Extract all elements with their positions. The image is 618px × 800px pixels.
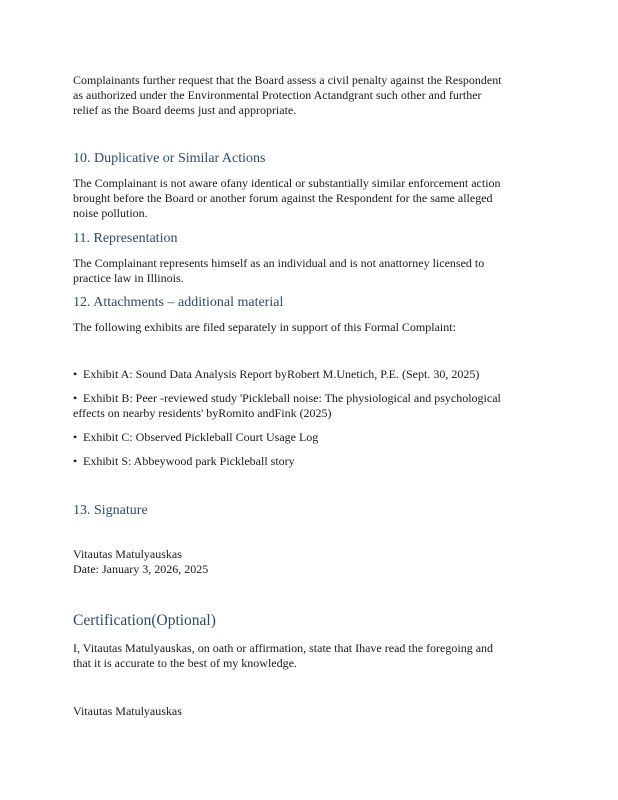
- penalty-line-3: relief as the Board deems just and appropriate.: [73, 103, 297, 117]
- section-10-line-1: The Complainant is not aware ofany identical or substantially similar enforcement action: [73, 176, 501, 190]
- exhibit-item: [73, 454, 543, 469]
- section-10-paragraph: [73, 176, 543, 221]
- exhibit-s-text: Exhibit S: Abbeywood park Pickleball story: [83, 454, 295, 468]
- bullet-icon: •: [73, 430, 78, 444]
- exhibit-b-text-line-2: effects on nearby residents' byRomito andFink (2025): [73, 406, 332, 420]
- bullet-icon: •: [73, 367, 78, 381]
- signature-block: [73, 547, 543, 577]
- section-13-heading: 13. Signature: [73, 503, 148, 518]
- signature-name: Vitautas Matulyauskas: [73, 547, 182, 561]
- penalty-paragraph: [73, 73, 543, 118]
- section-11-heading: 11. Representation: [73, 231, 178, 246]
- certification-paragraph: [73, 641, 543, 671]
- section-11-paragraph: [73, 256, 543, 286]
- certification-line-1: I, Vitautas Matulyauskas, on oath or affirmation, state that Ihave read the foregoing and: [73, 641, 494, 655]
- section-12-intro: The following exhibits are filed separately in support of this Formal Complaint:: [73, 320, 456, 334]
- certification-heading: Certification(Optional): [73, 612, 216, 629]
- penalty-line-1: Complainants further request that the Board assess a civil penalty against the Respondent: [73, 73, 502, 87]
- bullet-icon: •: [73, 391, 78, 405]
- exhibit-item: [73, 391, 543, 421]
- section-11-line-1: The Complainant represents himself as an individual and is not anattorney licensed to: [73, 256, 485, 270]
- section-12-heading: 12. Attachments – additional material: [73, 295, 284, 310]
- exhibit-item: [73, 430, 543, 445]
- exhibit-a-text: Exhibit A: Sound Data Analysis Report byRobert M.Unetich, P.E. (Sept. 30, 2025): [83, 367, 480, 381]
- section-10-line-3: noise pollution.: [73, 206, 148, 220]
- section-11-line-2: practice law in Illinois.: [73, 271, 184, 285]
- signature-date: Date: January 3, 2026, 2025: [73, 562, 209, 576]
- section-10-heading: 10. Duplicative or Similar Actions: [73, 151, 266, 166]
- penalty-line-2: as authorized under the Environmental Protection Actandgrant such other and further: [73, 88, 482, 102]
- certification-line-2: that it is accurate to the best of my knowledge.: [73, 656, 297, 670]
- exhibit-item: [73, 367, 543, 382]
- section-10-line-2: brought before the Board or another forum against the Respondent for the same alleged: [73, 191, 493, 205]
- exhibit-c-text: Exhibit C: Observed Pickleball Court Usage Log: [83, 430, 319, 444]
- bullet-icon: •: [73, 454, 78, 468]
- exhibit-b-text-line-1: Exhibit B: Peer -reviewed study 'Pickleball noise: The physiological and psychological: [83, 391, 501, 405]
- certification-signature-name: Vitautas Matulyauskas: [73, 704, 182, 718]
